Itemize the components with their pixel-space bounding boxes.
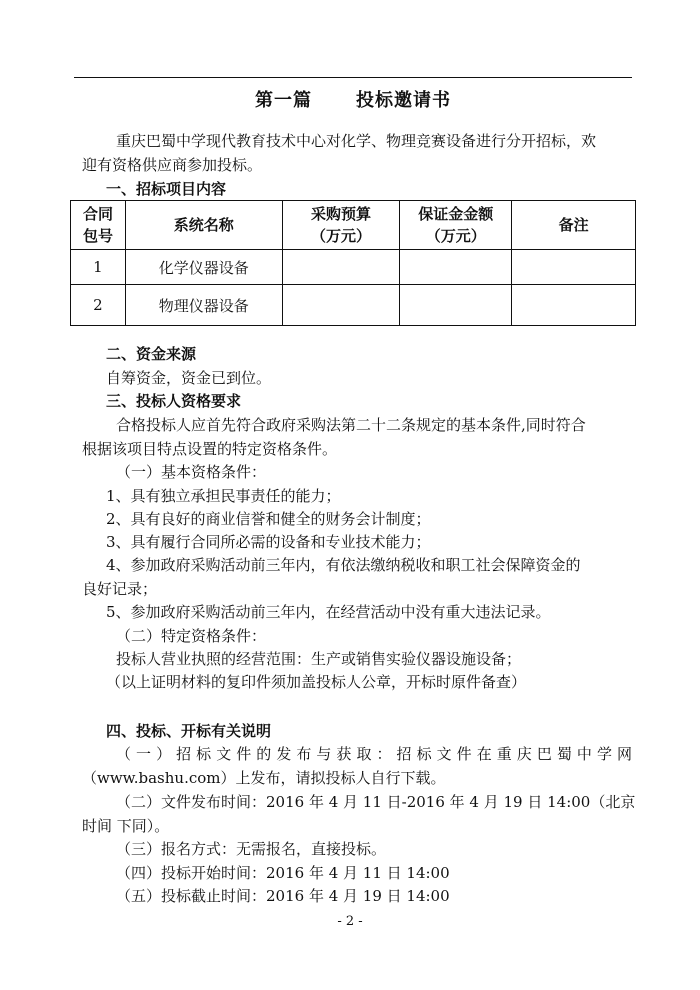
col-header-system: 系统名称 [125, 201, 282, 250]
condition-item-4: 4、参加政府采购活动前三年内，有依法缴纳税收和职工社会保障资金的 [106, 556, 581, 574]
cell-system-name: 化学仪器设备 [125, 250, 282, 285]
col-header-budget-line1: 采购预算 [310, 205, 371, 223]
page-title [74, 86, 632, 112]
col-header-package-line2: 包号 [82, 227, 113, 245]
table-header-row [71, 201, 636, 250]
table-row [71, 250, 636, 285]
cell-note [512, 250, 636, 285]
page-number: - 2 - [337, 914, 363, 929]
condition-item-2: 2、具有良好的商业信誉和健全的财务会计制度； [106, 510, 431, 528]
special-conditions-text: 投标人营业执照的经营范围：生产或销售实验仪器设施设备； [116, 650, 522, 668]
section-1-heading: 一、招标项目内容 [106, 180, 227, 198]
intro-line-2: 迎有资格供应商参加投标。 [82, 156, 263, 174]
col-header-note: 备注 [512, 201, 636, 250]
sec4-line-7: （五）投标截止时间：2016 年 4 月 19 日 14:00 [116, 887, 450, 905]
col-header-deposit-line1: 保证金金额 [418, 205, 494, 223]
project-table [70, 200, 636, 326]
section-2-heading: 二、资金来源 [106, 345, 197, 363]
section-3-para-line-1: 合格投标人应首先符合政府采购法第二十二条规定的基本条件,同时符合 [116, 416, 586, 434]
condition-item-3: 3、具有履行合同所必需的设备和专业技术能力； [106, 533, 431, 551]
sec4-line-4: 时间 下同）。 [82, 817, 170, 835]
col-header-package-line1: 合同 [82, 205, 113, 223]
sec4-line-2: （www.bashu.com）上发布，请拟投标人自行下载。 [82, 769, 446, 787]
cell-system-name: 物理仪器设备 [125, 285, 282, 326]
col-header-budget-line2: （万元） [310, 227, 371, 245]
cell-deposit [400, 250, 512, 285]
cell-package-no: 2 [71, 285, 126, 326]
cell-budget [282, 250, 400, 285]
title-part: 第一篇 [255, 90, 312, 111]
header-rule [74, 77, 632, 78]
sec4-line-5: （三）报名方式：无需报名，直接投标。 [116, 840, 387, 858]
certification-note: （以上证明材料的复印件须加盖投标人公章，开标时原件备查） [106, 673, 527, 691]
col-header-package [71, 201, 126, 250]
cell-package-no: 1 [71, 250, 126, 285]
condition-item-1: 1、具有独立承担民事责任的能力； [106, 487, 341, 505]
special-conditions-heading: （二）特定资格条件： [116, 627, 267, 645]
cell-budget [282, 285, 400, 326]
table-row [71, 285, 636, 326]
title-name: 投标邀请书 [356, 90, 451, 111]
sec4-line-6: （四）投标开始时间：2016 年 4 月 11 日 14:00 [116, 864, 450, 882]
col-header-deposit-line2: （万元） [425, 227, 486, 245]
section-4-heading: 四、投标、开标有关说明 [106, 722, 272, 740]
section-3-heading: 三、投标人资格要求 [106, 392, 242, 410]
cell-note [512, 285, 636, 326]
condition-item-5: 5、参加政府采购活动前三年内，在经营活动中没有重大违法记录。 [106, 603, 551, 621]
col-header-deposit [400, 201, 512, 250]
sec4-line-1: （一）招标文件的发布与获取：招标文件在重庆巴蜀中学网 [116, 745, 632, 763]
cell-deposit [400, 285, 512, 326]
basic-conditions-heading: （一）基本资格条件： [116, 463, 267, 481]
condition-item-4-cont: 良好记录； [82, 580, 158, 598]
col-header-budget [282, 201, 400, 250]
section-2-body: 自筹资金，资金已到位。 [106, 369, 272, 387]
sec4-line-3: （二）文件发布时间：2016 年 4 月 11 日-2016 年 4 月 19 日 14:00（北京 [116, 793, 636, 811]
section-3-para-line-2: 根据该项目特点设置的特定资格条件。 [82, 440, 338, 458]
intro-line-1: 重庆巴蜀中学现代教育技术中心对化学、物理竞赛设备进行分开招标，欢 [116, 132, 597, 150]
